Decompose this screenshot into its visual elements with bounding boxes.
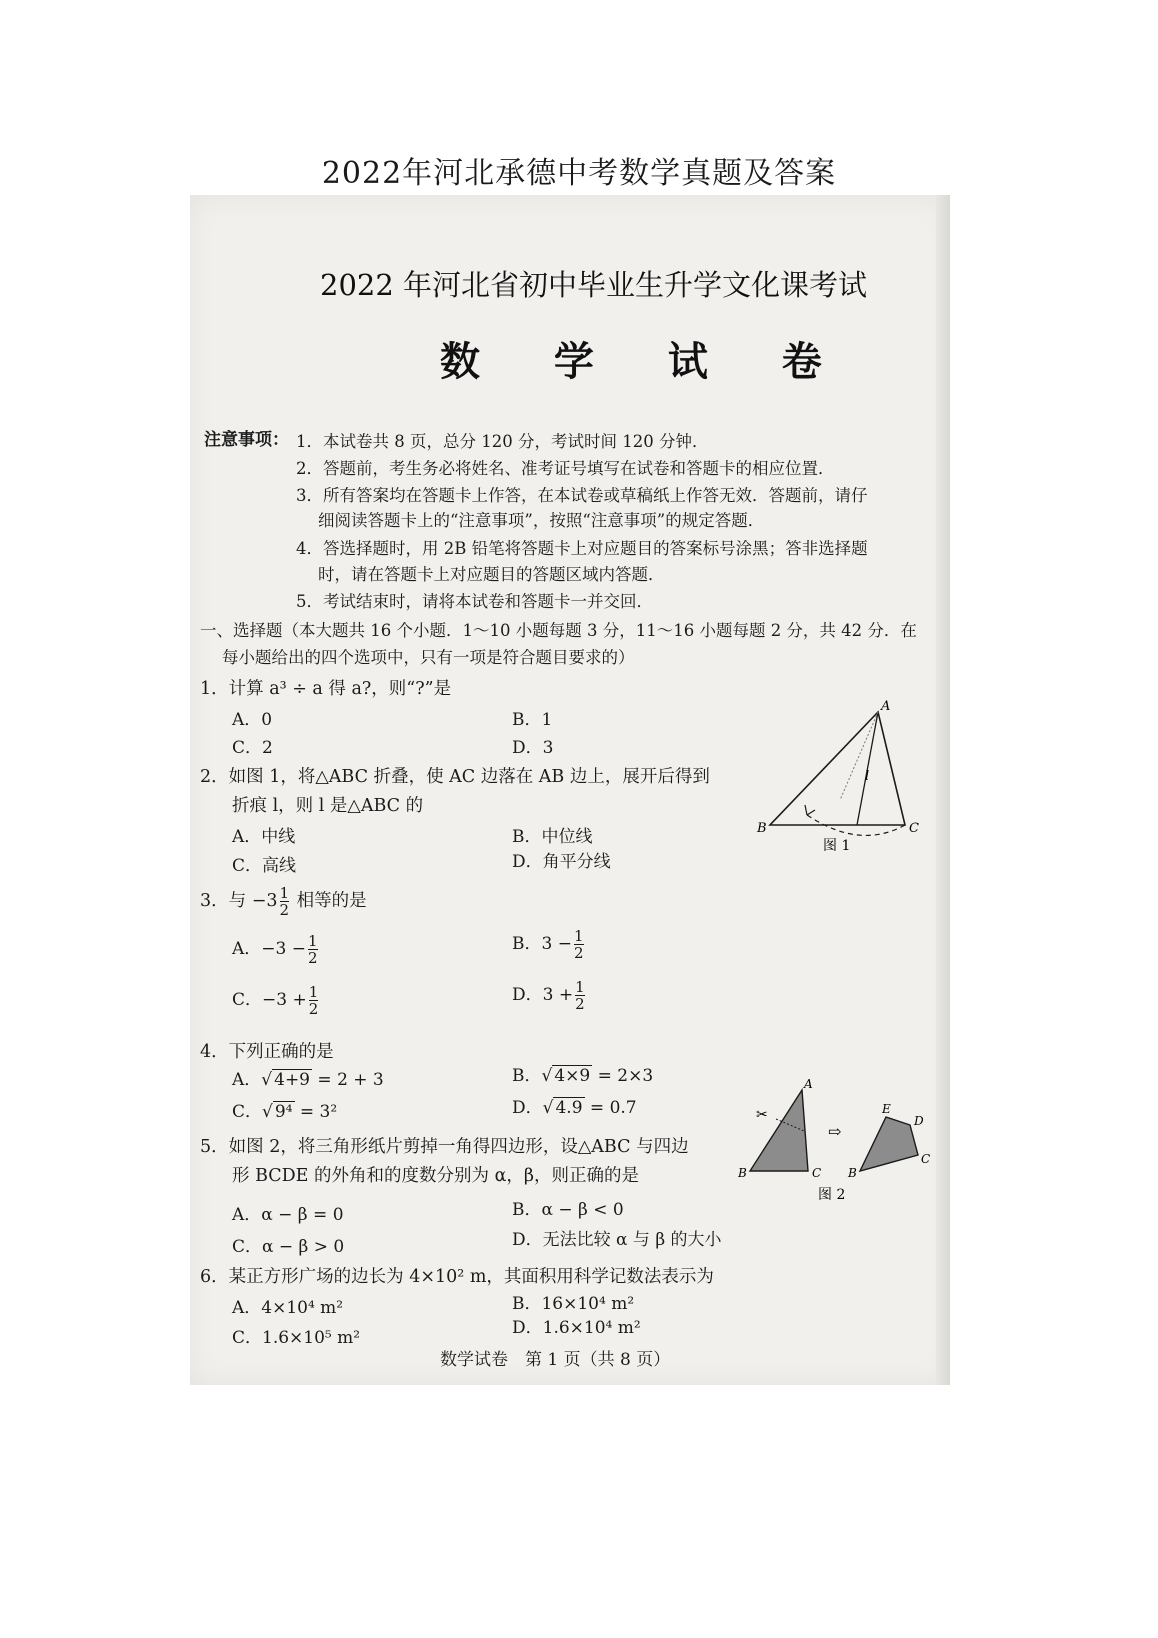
q4-a-label: A．: [232, 1070, 262, 1090]
q3-option-c: [232, 984, 320, 1017]
q5-option-d: D．无法比较 α 与 β 的大小: [512, 1230, 722, 1250]
q3-b-frac: [574, 928, 584, 961]
q3-d-frac: [575, 979, 585, 1012]
frac-den: 2: [575, 995, 585, 1013]
exam-subject: 数 学 试 卷: [440, 338, 852, 385]
q3-a-frac: [308, 933, 318, 966]
frac-num: 1: [575, 978, 585, 996]
fig1-label-l: l: [865, 769, 870, 784]
q4-d-label: D．: [512, 1098, 543, 1118]
q3-option-d: [512, 979, 587, 1012]
q6-option-a: A．4×10⁴ m²: [232, 1298, 344, 1318]
fig2-caption: 图 2: [818, 1187, 846, 1203]
q5-option-b: B．α − β < 0: [512, 1200, 624, 1220]
document-title: 2022年河北承德中考数学真题及答案: [321, 156, 837, 191]
q6-option-b: B．16×10⁴ m²: [512, 1294, 635, 1314]
q6-option-c: C．1.6×10⁵ m²: [232, 1328, 361, 1348]
fig1-label-a: A: [881, 699, 891, 714]
q1-option-c: C．2: [232, 738, 273, 758]
note-5: 5．考试结束时，请将本试卷和答题卡一并交回．: [296, 592, 653, 611]
q1-option-b: B．1: [512, 710, 553, 730]
question-2: 2．如图 1，将△ABC 折叠，使 AC 边落在 AB 边上，展开后得到: [200, 767, 710, 787]
q1-option-d: D．3: [512, 738, 554, 758]
question-5-cont: 形 BCDE 的外角和的度数分别为 α，β，则正确的是: [232, 1166, 640, 1186]
note-2: 2．答题前，考生务必将姓名、准考证号填写在试卷和答题卡的相应位置．: [296, 459, 835, 478]
q2-option-a: A．中线: [232, 827, 296, 847]
arrow-right-icon: ⇨: [828, 1122, 842, 1141]
fig2-label-e: E: [882, 1102, 891, 1116]
frac-num: 1: [308, 932, 318, 950]
q4-option-d: D．√ 4.9 = 0.7: [512, 1098, 637, 1118]
fig2-label-b2: B: [848, 1166, 857, 1180]
q3-d-text: D．3 +: [512, 985, 574, 1005]
q3-suffix: 相等的是: [291, 891, 367, 911]
q4-option-b: B．√ 4×9 = 2×3: [512, 1066, 654, 1086]
fig2-label-c: C: [812, 1166, 822, 1180]
fig1-caption: 图 1: [823, 838, 851, 854]
question-6: 6．某正方形广场的边长为 4×10² m，其面积用科学记数法表示为: [200, 1267, 714, 1287]
q4-c-label: C．: [232, 1102, 263, 1122]
frac-den: 2: [308, 949, 318, 967]
fig2-label-d: D: [914, 1114, 924, 1128]
figure-1-triangle: [745, 690, 925, 870]
q4-a-rest: = 2 + 3: [312, 1070, 384, 1090]
q2-option-d: D．角平分线: [512, 852, 611, 872]
q4-a-radicand: 4+9: [274, 1070, 311, 1090]
q4-b-rest: = 2×3: [592, 1066, 654, 1086]
q2-option-b: B．中位线: [512, 827, 593, 847]
notes-label: 注意事项：: [204, 430, 289, 450]
fig1-label-c: C: [909, 821, 919, 836]
note-4: 4．答选择题时，用 2B 铅笔将答题卡上对应题目的答案标号涂黑；答非选择题: [296, 539, 868, 558]
q3-b-text: B．3 −: [512, 934, 572, 954]
q3-a-text: A．−3 −: [232, 939, 306, 959]
fig2-label-a: A: [804, 1077, 813, 1091]
q2-option-c: C．高线: [232, 856, 297, 876]
q4-d-rest: = 0.7: [584, 1098, 637, 1118]
q4-c-rest: = 3²: [294, 1102, 338, 1122]
fig2-label-b: B: [738, 1166, 747, 1180]
question-1: 1．计算 a³ ÷ a 得 a?，则“?”是: [200, 679, 452, 699]
note-4-cont: 时，请在答题卡上对应题目的答题区域内答题．: [318, 565, 665, 584]
q3-option-a: [232, 933, 320, 966]
q3-c-text: C．−3 +: [232, 990, 307, 1010]
q4-d-radicand: 4.9: [555, 1098, 583, 1118]
q4-c-radicand: 9⁴: [274, 1102, 293, 1122]
q3-fraction: [280, 885, 290, 918]
q3-option-b: [512, 928, 586, 961]
frac-num: 1: [573, 927, 584, 945]
q3-c-frac: [309, 984, 319, 1017]
section1-heading: 一、选择题（本大题共 16 个小题．1～10 小题每题 3 分，11～16 小题每题 2 分，共 42 分．在: [200, 621, 917, 640]
section1-heading-cont: 每小题给出的四个选项中，只有一项是符合题目要求的）: [222, 648, 635, 667]
q4-option-a: A．√ 4+9 = 2 + 3: [232, 1070, 384, 1090]
question-4: 4．下列正确的是: [200, 1042, 334, 1062]
frac-den: 2: [308, 1000, 319, 1018]
q6-option-d: D．1.6×10⁴ m²: [512, 1318, 641, 1338]
page-footer: 数学试卷 第 1 页（共 8 页）: [440, 1350, 671, 1370]
frac-den: 2: [279, 901, 290, 919]
q4-b-label: B．: [512, 1066, 542, 1086]
q1-option-a: A．0: [232, 710, 273, 730]
frac-num: 1: [279, 884, 290, 902]
q5-option-c: C．α − β > 0: [232, 1237, 345, 1257]
figure-2-cut-triangle: [738, 1075, 938, 1213]
note-1: 1．本试卷共 8 页，总分 120 分，考试时间 120 分钟．: [296, 432, 709, 451]
question-2-cont: 折痕 l，则 l 是△ABC 的: [232, 796, 424, 816]
q4-option-c: C．√ 9⁴ = 3²: [232, 1102, 338, 1122]
q4-b-radicand: 4×9: [554, 1066, 591, 1086]
scanned-exam-page: [190, 195, 950, 1385]
frac-den: 2: [573, 944, 584, 962]
q3-prefix: 3．与 −3: [200, 891, 278, 911]
exam-title: 2022 年河北省初中毕业生升学文化课考试: [320, 268, 868, 302]
page-edge-shadow: [936, 195, 950, 1385]
question-5: 5．如图 2，将三角形纸片剪掉一角得四边形，设△ABC 与四边: [200, 1137, 689, 1157]
scissors-icon: ✂: [756, 1107, 768, 1123]
fig2-label-c2: C: [921, 1152, 931, 1166]
question-3: [200, 885, 367, 918]
q5-option-a: A．α − β = 0: [232, 1205, 344, 1225]
fig1-label-b: B: [757, 821, 767, 836]
note-3: 3．所有答案均在答题卡上作答，在本试卷或草稿纸上作答无效．答题前，请仔: [296, 486, 868, 505]
note-3-cont: 细阅读答题卡上的“注意事项”，按照“注意事项”的规定答题．: [318, 511, 765, 530]
frac-num: 1: [308, 983, 319, 1001]
